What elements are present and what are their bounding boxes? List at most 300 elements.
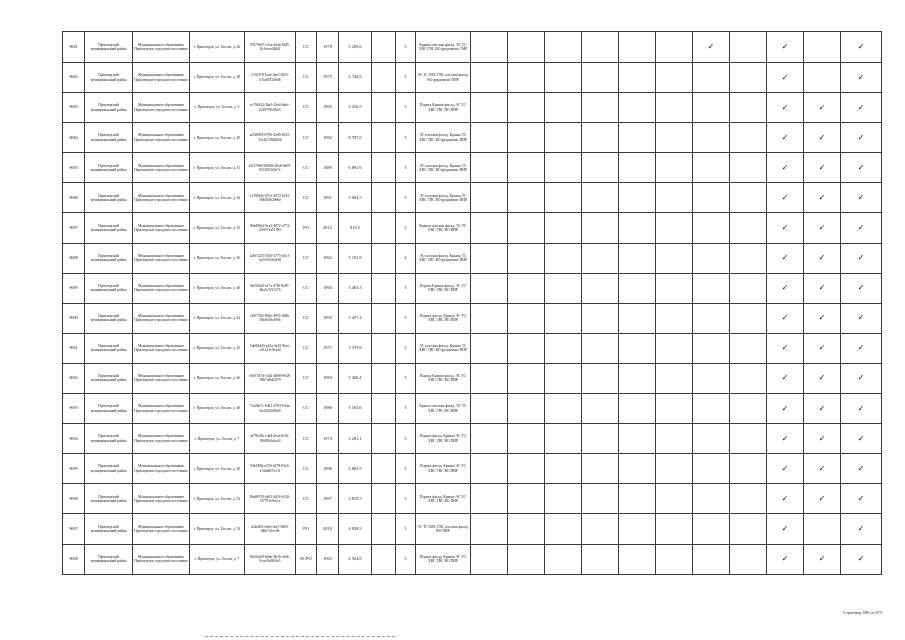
cell-total-area: 2 863,5 — [339, 454, 372, 484]
cell-floors: 4 — [396, 243, 416, 273]
cell-empty — [508, 63, 545, 93]
table-row — [63, 394, 882, 424]
cell-empty — [545, 424, 582, 454]
check-mark-icon: ✓ — [841, 273, 882, 303]
cell-empty — [372, 363, 396, 393]
check-mark-icon: ✓ — [767, 363, 804, 393]
check-mark-icon: ✓ — [804, 243, 841, 273]
cell-house-guid: 92b5836-a376-4479-93a5-a7dd46f7ec31 — [245, 454, 296, 484]
cell-address: г. Приозерск, ул. Гоголя, д. 7 — [190, 544, 245, 574]
cell-empty — [508, 484, 545, 514]
cell-total-area: 3 457,4 — [339, 303, 372, 333]
cell-district: Приозерский муниципальный район — [85, 153, 133, 183]
cell-empty — [582, 93, 619, 123]
cell-total-area: 4 838,5 — [339, 514, 372, 544]
cell-settlement: Муниципальное образование Приозерское городское поселение — [133, 63, 190, 93]
cell-house-guid: c7ff2f78-1aae-4ae1-8f25-b7fa8d7236db — [245, 63, 296, 93]
check-mark-icon: ✓ — [767, 243, 804, 273]
cell-total-area: 3 416,5 — [339, 93, 372, 123]
cell-empty — [619, 303, 656, 333]
cell-empty — [582, 123, 619, 153]
cell-empty — [582, 394, 619, 424]
cell-empty — [656, 544, 693, 574]
cell-empty — [730, 333, 767, 363]
page-footer: Страница 689 из 670 — [843, 610, 883, 615]
cell-empty — [508, 273, 545, 303]
cell-empty — [730, 183, 767, 213]
check-mark-icon: ✓ — [767, 394, 804, 424]
scan-bottom-line — [205, 636, 395, 637]
check-mark-icon: ✓ — [767, 544, 804, 574]
cell-empty — [372, 183, 396, 213]
check-mark-icon: ✓ — [804, 544, 841, 574]
cell-empty — [730, 484, 767, 514]
cell-empty — [471, 243, 508, 273]
cell-record-number: 9697 — [63, 514, 85, 544]
cell-empty — [619, 454, 656, 484]
cell-empty — [545, 394, 582, 424]
cell-house-guid: 9fa582a0-a17a-47f8-8e87-46a1e7f51276 — [245, 273, 296, 303]
cell-year-built: 1982 — [317, 123, 339, 153]
check-mark-icon: ✓ — [767, 32, 804, 63]
cell-house-guid: e5f37968-b9588-49e8-9a09-8210051fbb7e — [245, 153, 296, 183]
cell-empty — [508, 333, 545, 363]
cell-district: Приозерский муниципальный район — [85, 93, 133, 123]
cell-total-area: 5 191,8 — [339, 243, 372, 273]
cell-district: Приозерский муниципальный район — [85, 273, 133, 303]
cell-empty — [508, 213, 545, 243]
cell-year-built: 1974 — [317, 424, 339, 454]
cell-empty — [619, 363, 656, 393]
table-row — [63, 363, 882, 393]
cell-record-number: 9683 — [63, 93, 85, 123]
cell-empty — [619, 484, 656, 514]
cell-empty — [471, 333, 508, 363]
cell-empty — [471, 363, 508, 393]
cell-total-area: 3 165,6 — [339, 394, 372, 424]
cell-record-number: 9698 — [63, 544, 85, 574]
cell-district: Приозерский муниципальный район — [85, 183, 133, 213]
cell-year-built: 1986 — [317, 394, 339, 424]
cell-settlement: Муниципальное образование Приозерское городское поселение — [133, 303, 190, 333]
check-mark-icon: ✓ — [841, 424, 882, 454]
cell-district: Приозерский муниципальный район — [85, 243, 133, 273]
cell-empty — [693, 454, 730, 484]
cell-house-guid: 05f79b97-c5ca-4a4a-8f45-2b1ecea2664f — [245, 32, 296, 63]
cell-empty — [582, 213, 619, 243]
cell-empty — [619, 93, 656, 123]
cell-address: г. Приозерск, ул. Гоголя, д. 36 — [190, 243, 245, 273]
cell-wall-material: СС — [296, 424, 317, 454]
cell-empty — [372, 303, 396, 333]
check-mark-icon: ✓ — [841, 243, 882, 273]
check-mark-icon: ✓ — [767, 183, 804, 213]
cell-empty — [545, 243, 582, 273]
cell-empty — [619, 544, 656, 574]
cell-year-built: 1994 — [317, 273, 339, 303]
register-table-body — [63, 32, 882, 575]
cell-record-number: 9693 — [63, 394, 85, 424]
cell-floors: 5 — [396, 93, 416, 123]
cell-empty — [656, 93, 693, 123]
cell-address: г. Приозерск, ул. Гоголя, д. 43 — [190, 333, 245, 363]
cell-work-types: Крыша плоская фасад, ЭС ТС ХВС ГВС ВО ПИР — [416, 394, 471, 424]
cell-floors: 5 — [396, 394, 416, 424]
register-sheet — [62, 31, 882, 575]
cell-empty — [730, 32, 767, 63]
cell-settlement: Муниципальное образование Приозерское городское поселение — [133, 363, 190, 393]
cell-total-area: 5 209,6 — [339, 32, 372, 63]
cell-empty — [372, 484, 396, 514]
cell-wall-material: СС — [296, 303, 317, 333]
cell-empty — [730, 63, 767, 93]
cell-house-guid: eb917d7d-14d1-4098-9928-58b7a8eb5f79 — [245, 363, 296, 393]
cell-empty — [471, 454, 508, 484]
cell-wall-material: РО — [296, 213, 317, 243]
cell-empty — [656, 123, 693, 153]
cell-floors: 5 — [396, 544, 416, 574]
cell-house-guid: aa5f8903-6796-42d5-8615-31a1b7284682b — [245, 123, 296, 153]
check-mark-icon: ✓ — [841, 454, 882, 484]
cell-empty — [372, 123, 396, 153]
cell-wall-material: ЕСРО — [296, 544, 317, 574]
cell-empty — [508, 243, 545, 273]
cell-total-area: 3 379,8 — [339, 333, 372, 363]
cell-total-area: 6 891,6 — [339, 153, 372, 183]
cell-wall-material: СС — [296, 484, 317, 514]
table-row — [63, 273, 882, 303]
cell-floors: 5 — [396, 63, 416, 93]
cell-record-number: 9684 — [63, 123, 85, 153]
cell-empty — [372, 32, 396, 63]
cell-settlement: Муниципальное образование Приозерское городское поселение — [133, 123, 190, 153]
cell-floors: 5 — [396, 484, 416, 514]
cell-settlement: Муниципальное образование Приозерское городское поселение — [133, 514, 190, 544]
cell-empty — [372, 63, 396, 93]
cell-empty — [372, 153, 396, 183]
cell-work-types: ЭС плоская фасад, Крыша ТС ХВС ГВС ВО фундамент ПИР — [416, 153, 471, 183]
check-mark-icon: ✓ — [767, 333, 804, 363]
cell-empty — [582, 454, 619, 484]
check-mark-icon: ✓ — [841, 32, 882, 63]
cell-district: Приозерский муниципальный район — [85, 394, 133, 424]
cell-empty — [730, 303, 767, 333]
cell-work-types: Подвал фасад, Крыша ЭС ТС ХВС ГВС ВО ПИР — [416, 544, 471, 574]
cell-empty — [545, 213, 582, 243]
table-row — [63, 183, 882, 213]
cell-empty — [656, 32, 693, 63]
cell-empty — [582, 333, 619, 363]
cell-year-built: 2012 — [317, 213, 339, 243]
cell-settlement: Муниципальное образование Приозерское городское поселение — [133, 454, 190, 484]
cell-empty — [508, 123, 545, 153]
cell-empty — [372, 273, 396, 303]
cell-work-types: ЭС ТС ХВС ГВС плоская фасад, ВО ПИР — [416, 514, 471, 544]
cell-work-types: Крыша плоская фасад, ЭС ТС ХВС ГВС ВО фундамент СМР — [416, 32, 471, 63]
cell-settlement: Муниципальное образование Приозерское городское поселение — [133, 32, 190, 63]
cell-floors: 5 — [396, 514, 416, 544]
cell-record-number: 9690 — [63, 303, 85, 333]
check-mark-icon: ✓ — [804, 153, 841, 183]
cell-floors: 5 — [396, 303, 416, 333]
cell-record-number: 9688 — [63, 243, 85, 273]
check-mark-icon: ✓ — [767, 273, 804, 303]
cell-empty — [582, 514, 619, 544]
cell-empty — [730, 363, 767, 393]
cell-empty — [471, 183, 508, 213]
cell-address: г. Приозерск, ул. Гоголя, д. 28 — [190, 63, 245, 93]
cell-settlement: Муниципальное образование Приозерское городское поселение — [133, 213, 190, 243]
cell-wall-material: СС — [296, 123, 317, 153]
cell-empty — [693, 273, 730, 303]
cell-empty — [545, 273, 582, 303]
cell-empty — [582, 424, 619, 454]
cell-address: г. Приозерск, ул. Гоголя, д. 26 — [190, 32, 245, 63]
cell-empty — [656, 333, 693, 363]
cell-empty — [730, 213, 767, 243]
cell-empty — [582, 183, 619, 213]
cell-total-area: 3 463,3 — [339, 273, 372, 303]
cell-year-built: 1965 — [317, 93, 339, 123]
cell-empty — [471, 213, 508, 243]
cell-address: г. Приозерск, ул. Гоголя, д. 46 — [190, 363, 245, 393]
cell-empty — [656, 243, 693, 273]
cell-settlement: Муниципальное образование Приозерское городское поселение — [133, 394, 190, 424]
cell-address: г. Приозерск, ул. Гоголя, д. 48 — [190, 394, 245, 424]
cell-record-number: 9681 — [63, 32, 85, 63]
cell-address: г. Приозерск, ул. Гоголя, д. 3 — [190, 93, 245, 123]
cell-empty — [582, 243, 619, 273]
cell-house-guid: 1e78f84e-07b1-4072-b5f3-58b19462966e — [245, 183, 296, 213]
cell-empty — [372, 213, 396, 243]
check-mark-icon: ✓ — [804, 273, 841, 303]
cell-empty — [656, 183, 693, 213]
cell-house-guid: 71a2bb7c-0d21-4793-944a-6e4323fe8bb8 — [245, 394, 296, 424]
cell-total-area: 2 744,9 — [339, 63, 372, 93]
cell-year-built: 1962 — [317, 243, 339, 273]
cell-year-built: 1979 — [317, 32, 339, 63]
cell-wall-material: СС — [296, 183, 317, 213]
check-mark-icon: ✓ — [804, 333, 841, 363]
check-mark-icon: ✓ — [767, 514, 804, 544]
table-row — [63, 32, 882, 63]
cell-empty — [693, 394, 730, 424]
check-mark-icon: ✓ — [693, 32, 730, 63]
check-mark-icon: ✓ — [804, 303, 841, 333]
cell-address: г. Приозерск, ул. Гоголя, д. 34 — [190, 183, 245, 213]
cell-house-guid: c3f07393-892e-4955-a88b-3bbf940c496b — [245, 303, 296, 333]
cell-empty — [582, 32, 619, 63]
cell-settlement: Муниципальное образование Приозерское городское поселение — [133, 424, 190, 454]
cell-year-built: 1996 — [317, 454, 339, 484]
cell-empty — [730, 394, 767, 424]
cell-empty — [693, 484, 730, 514]
check-mark-icon: ✓ — [804, 454, 841, 484]
cell-year-built: 1971 — [317, 333, 339, 363]
cell-empty — [545, 514, 582, 544]
cell-empty — [656, 273, 693, 303]
cell-work-types: Подвал Крыша фасад, ЭС ТС ХВС ГВС ВО ПИР — [416, 93, 471, 123]
cell-empty — [656, 424, 693, 454]
check-mark-icon: ✓ — [841, 63, 882, 93]
cell-empty — [656, 153, 693, 183]
cell-settlement: Муниципальное образование Приозерское городское поселение — [133, 183, 190, 213]
check-mark-icon: ✓ — [841, 333, 882, 363]
cell-empty — [730, 93, 767, 123]
cell-floors: 5 — [396, 424, 416, 454]
cell-year-built: 1991 — [317, 183, 339, 213]
table-row — [63, 123, 882, 153]
cell-empty — [619, 32, 656, 63]
cell-record-number: 9685 — [63, 153, 85, 183]
cell-wall-material: СС — [296, 454, 317, 484]
cell-district: Приозерский муниципальный район — [85, 303, 133, 333]
cell-record-number: 9686 — [63, 183, 85, 213]
cell-year-built: 1965 — [317, 544, 339, 574]
cell-total-area: 3 281,1 — [339, 424, 372, 454]
cell-settlement: Муниципальное образование Приозерское городское поселение — [133, 333, 190, 363]
cell-house-guid: af79b4fb-c4a8-4e4a-8c8f-1868f64c6a44 — [245, 424, 296, 454]
check-mark-icon: ✓ — [804, 484, 841, 514]
cell-empty — [545, 63, 582, 93]
cell-district: Приозерский муниципальный район — [85, 454, 133, 484]
cell-empty — [693, 333, 730, 363]
cell-empty — [372, 514, 396, 544]
cell-wall-material: СС — [296, 333, 317, 363]
cell-empty — [656, 514, 693, 544]
cell-district: Приозерский муниципальный район — [85, 213, 133, 243]
cell-total-area: 810,5 — [339, 213, 372, 243]
check-mark-icon: ✓ — [804, 424, 841, 454]
cell-address: г. Приозерск, ул. Гоголя, д. 35 — [190, 213, 245, 243]
cell-empty — [693, 183, 730, 213]
cell-empty — [508, 32, 545, 63]
cell-year-built: 1997 — [317, 484, 339, 514]
cell-record-number: 9695 — [63, 454, 85, 484]
cell-empty — [545, 363, 582, 393]
check-mark-icon: ✓ — [841, 183, 882, 213]
cell-empty — [471, 273, 508, 303]
cell-empty — [730, 123, 767, 153]
check-mark-icon: ✓ — [841, 123, 882, 153]
table-row — [63, 544, 882, 574]
cell-district: Приозерский муниципальный район — [85, 424, 133, 454]
cell-empty — [471, 394, 508, 424]
table-row — [63, 153, 882, 183]
cell-empty — [730, 424, 767, 454]
cell-record-number: 9687 — [63, 213, 85, 243]
cell-empty — [619, 123, 656, 153]
cell-address: г. Приозерск, ул. Гоголя, д. 50 — [190, 454, 245, 484]
check-mark-icon: ✓ — [841, 363, 882, 393]
cell-year-built: 1984 — [317, 363, 339, 393]
cell-empty — [693, 303, 730, 333]
cell-empty — [545, 32, 582, 63]
cell-house-guid: 2a6f1323-5303-4775-b5c1-ba7e0541bd48 — [245, 243, 296, 273]
check-mark-icon: ✓ — [841, 213, 882, 243]
cell-empty — [372, 454, 396, 484]
cell-year-built: 1975 — [317, 63, 339, 93]
table-row — [63, 333, 882, 363]
cell-work-types: ЭС плоская фасад, Крыша ТС ХВС ГВС ВО фундамент ПИР — [416, 123, 471, 153]
check-mark-icon: ✓ — [767, 123, 804, 153]
cell-district: Приозерский муниципальный район — [85, 32, 133, 63]
check-mark-icon: ✓ — [841, 484, 882, 514]
cell-address: г. Приозерск, ул. Гоголя, д. 7 — [190, 424, 245, 454]
table-row — [63, 243, 882, 273]
cell-floors: 5 — [396, 32, 416, 63]
cell-empty — [656, 394, 693, 424]
cell-record-number: 9696 — [63, 484, 85, 514]
cell-empty — [619, 514, 656, 544]
cell-empty — [582, 484, 619, 514]
cell-empty — [619, 333, 656, 363]
cell-floors: 5 — [396, 333, 416, 363]
cell-floors: 5 — [396, 363, 416, 393]
cell-empty — [619, 243, 656, 273]
cell-empty — [471, 32, 508, 63]
check-mark-icon: ✓ — [804, 213, 841, 243]
table-row — [63, 63, 882, 93]
cell-empty — [656, 303, 693, 333]
cell-empty — [545, 454, 582, 484]
cell-district: Приозерский муниципальный район — [85, 514, 133, 544]
check-mark-icon: ✓ — [841, 303, 882, 333]
cell-empty — [693, 363, 730, 393]
cell-total-area: 3 064,5 — [339, 183, 372, 213]
cell-empty — [508, 394, 545, 424]
cell-empty — [471, 153, 508, 183]
cell-total-area: 8 707,6 — [339, 123, 372, 153]
check-mark-icon: ✓ — [804, 183, 841, 213]
cell-empty — [508, 514, 545, 544]
check-mark-icon: ✓ — [841, 514, 882, 544]
cell-empty — [471, 123, 508, 153]
cell-record-number: 9691 — [63, 333, 85, 363]
cell-house-guid: 5ab9d4d3-a42a-4e25-9fea-c61e31c0e2a4 — [245, 333, 296, 363]
cell-total-area: 5 360,4 — [339, 363, 372, 393]
cell-address: г. Приозерск, ул. Гоголя, д. 52 — [190, 484, 245, 514]
cell-district: Приозерский муниципальный район — [85, 484, 133, 514]
cell-empty — [656, 363, 693, 393]
check-mark-icon: ✓ — [841, 544, 882, 574]
cell-district: Приозерский муниципальный район — [85, 333, 133, 363]
cell-empty — [545, 484, 582, 514]
cell-floors: 5 — [396, 273, 416, 303]
check-mark-icon: ✓ — [804, 123, 841, 153]
cell-empty — [508, 303, 545, 333]
check-mark-icon: ✓ — [804, 363, 841, 393]
cell-empty — [582, 273, 619, 303]
cell-floors: 5 — [396, 213, 416, 243]
housing-register-table — [62, 31, 882, 575]
cell-empty — [545, 153, 582, 183]
cell-total-area: 4 924,8 — [339, 544, 372, 574]
table-row — [63, 424, 882, 454]
cell-house-guid: cb4eb93-e6eb-4ef1-9d83-f6b67e1ee9b — [245, 514, 296, 544]
cell-empty — [804, 63, 841, 93]
cell-empty — [730, 153, 767, 183]
cell-empty — [693, 123, 730, 153]
cell-house-guid: 86a8f910-ab91-4d1f-b328-f37791e5ea1a — [245, 484, 296, 514]
cell-work-types: Подвал Крыша фасад, ЭС ТС ХВС ГВС ВО ПИР — [416, 273, 471, 303]
cell-floors: 5 — [396, 183, 416, 213]
cell-empty — [693, 243, 730, 273]
table-row — [63, 514, 882, 544]
check-mark-icon: ✓ — [767, 93, 804, 123]
cell-house-guid: ec79fd22-3ba5-43a4-b4ec-62f9791b5665 — [245, 93, 296, 123]
cell-empty — [582, 63, 619, 93]
